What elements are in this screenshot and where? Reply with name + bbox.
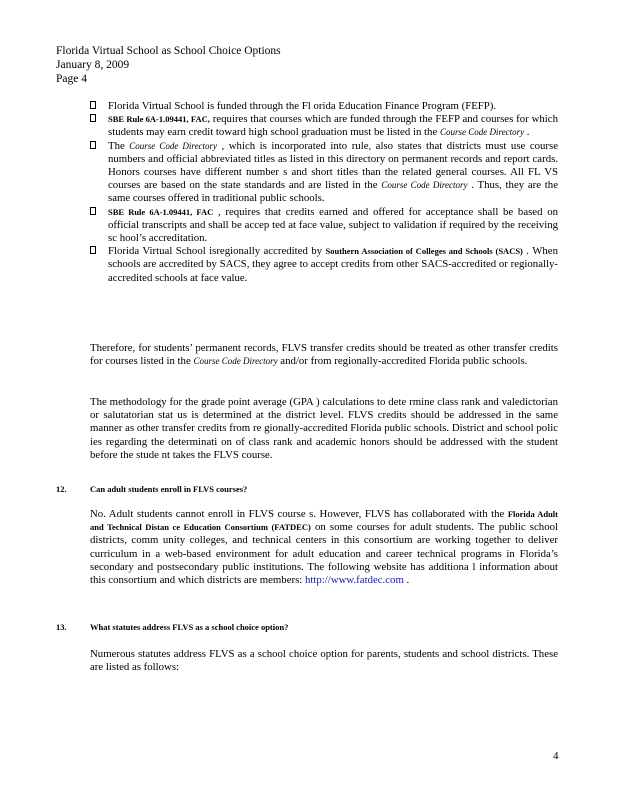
question-heading: Can adult students enroll in FLVS courses?	[90, 484, 248, 494]
paragraph-gpa-methodology: The methodology for the grade point average (GPA ) calculations to dete rmine class rank and valedictorian or salutatorian stat us is determined at the district level. FLVS credits should be addressed in the same manner as other transfer credits from re gionally-accredited Florida public schools. District and school polic ies regarding the determinati on of class rank and academic honors should be addressed with the student before the stude nt takes the FLVS course.	[90, 396, 558, 461]
header-date: January 8, 2009	[56, 59, 130, 71]
list-item: Florida Virtual School isregionally accredited by Southern Association of Colleges and Schools (SACS) . When schools are accredited by SACS, they agree to accept credits from other SACS-accredited or regionally- accredited schools at face value.	[90, 245, 558, 285]
bullet-box-icon	[90, 207, 96, 215]
question-number: 13.	[56, 622, 67, 632]
bullet-box-icon	[90, 141, 96, 149]
answer-paragraph: No. Adult students cannot enroll in FLVS course s. However, FLVS has collaborated with the Florida Adult and Technical Distan ce Education Consortium (FATDEC) on some courses for adult students. The public school districts, comm unity colleges, and technical centers in this consortium are working together to deliver curriculum in a web-based environment for adult education and career technical programs in Florida’s secondary and postsecondary public institutions. The following website has additiona l information about this consortium and which districts are members: http://www.fatdec.com .	[90, 508, 558, 587]
bullet-list	[90, 100, 558, 285]
question-heading: What statutes address FLVS as a school choice option?	[90, 622, 289, 632]
list-item: SBE Rule 6A-1.09441, FAC, requires that courses which are funded through the FEFP and courses for which students may earn credit toward high school graduation must be listed in the Course Code Directory .	[90, 113, 558, 139]
page-number: 4	[553, 750, 559, 762]
header-page: Page 4	[56, 73, 87, 85]
answer-paragraph: Numerous statutes address FLVS as a school choice option for parents, students and school districts. These are listed as follows:	[90, 648, 558, 674]
list-item: SBE Rule 6A-1.09441, FAC , requires that credits earned and offered for acceptance shall be based on official transcripts and shall be accep ted at face value, subject to validation if required by the receiving sc hool’s accreditation.	[90, 206, 558, 246]
question-number: 12.	[56, 484, 67, 494]
bullet-box-icon	[90, 114, 96, 122]
bullet-box-icon	[90, 246, 96, 254]
list-item: The Course Code Directory , which is incorporated into rule, also states that districts must use course numbers and official abbreviated titles as listed in this directory on permanent records and report cards. Honors courses have different number s and short titles than the related general courses. All FL VS courses are based on the state standards and are listed in the Course Code Directory . Thus, they are the same courses offered in traditional public schools.	[90, 140, 558, 206]
header-title: Florida Virtual School as School Choice Options	[56, 45, 281, 57]
fatdec-link[interactable]: http://www.fatdec.com	[305, 574, 404, 587]
bullet-box-icon	[90, 101, 96, 109]
list-item: Florida Virtual School is funded through the Fl orida Education Finance Program (FEFP).	[90, 100, 558, 113]
paragraph-transfer-credits: Therefore, for students’ permanent records, FLVS transfer credits should be treated as other transfer credits for courses listed in the Course Code Directory and/or from regionally-accredited Florida public schools.	[90, 342, 558, 368]
document-header	[56, 44, 281, 86]
